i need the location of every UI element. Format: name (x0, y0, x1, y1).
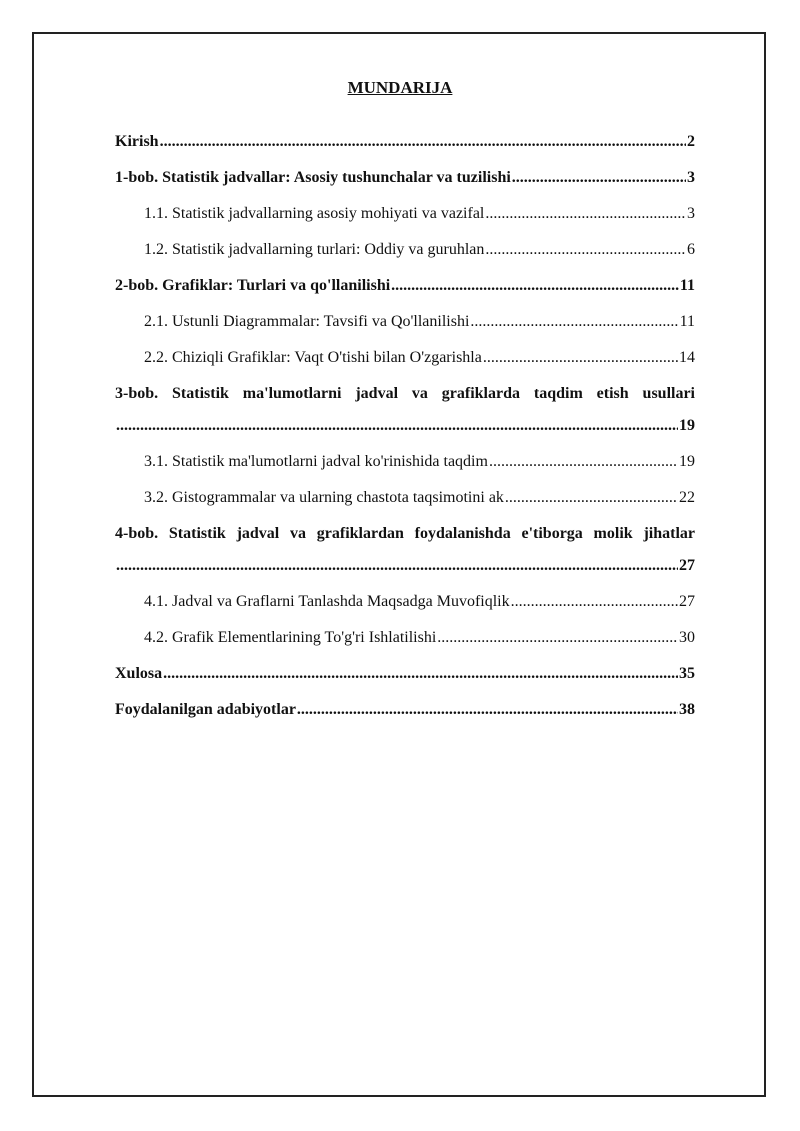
toc-leader-dots (116, 556, 678, 576)
toc-dotline (115, 416, 695, 436)
toc-entry[interactable] (115, 452, 695, 472)
toc-entry-label: 4-bob. Statistik jadval va grafiklardan foydalanishda e'tiborga molik jihatlar (115, 525, 695, 542)
toc-entry[interactable] (115, 488, 695, 508)
toc-leader-dots (437, 628, 678, 648)
toc-entry-page: 27 (679, 557, 695, 574)
toc-entry-page: 11 (679, 313, 695, 330)
toc-leader-dots (470, 312, 678, 332)
toc-entry-page: 6 (687, 241, 695, 258)
toc-leader-dots (511, 592, 678, 612)
toc-leader-dots (512, 168, 686, 188)
toc-entry-label: 3.2. Gistogrammalar va ularning chastota taqsimotini ak (144, 489, 504, 506)
toc-entry-label: 3-bob. Statistik ma'lumotlarni jadval va grafiklarda taqdim etish usullari (115, 385, 695, 402)
toc-entry[interactable] (115, 700, 695, 720)
toc-entry-page: 14 (679, 349, 695, 366)
toc-entry-page: 38 (679, 701, 695, 718)
toc-entry-page: 3 (687, 205, 695, 222)
toc-entry-label: 1.2. Statistik jadvallarning turlari: Oddiy va guruhlan (144, 241, 485, 258)
toc-leader-dots (505, 488, 678, 508)
toc-entry[interactable] (115, 240, 695, 260)
toc-entry-page: 22 (679, 489, 695, 506)
toc-entry[interactable] (115, 592, 695, 612)
toc-entry-label: 4.1. Jadval va Graflarni Tanlashda Maqsadga Muvofiqlik (144, 593, 510, 610)
toc-entry-label: 2.1. Ustunli Diagrammalar: Tavsifi va Qo'llanilishi (144, 313, 470, 330)
toc-entry-label: Xulosa (115, 665, 163, 682)
toc-entry[interactable] (115, 204, 695, 224)
toc-entry-page: 19 (679, 453, 695, 470)
toc-leader-dots (489, 452, 678, 472)
toc-entry[interactable] (115, 384, 695, 436)
toc-entry-label: Kirish (115, 133, 159, 150)
toc-leader-dots (160, 132, 686, 152)
toc-entry-label: Foydalanilgan adabiyotlar (115, 701, 296, 718)
toc-entry-label: 2-bob. Grafiklar: Turlari va qo'llanilishi (115, 277, 391, 294)
toc-entry-page: 30 (679, 629, 695, 646)
table-of-contents (115, 132, 695, 736)
toc-entry[interactable] (115, 348, 695, 368)
toc-leader-dots (391, 276, 679, 296)
toc-entry-label: 2.2. Chiziqli Grafiklar: Vaqt O'tishi bilan O'zgarishla (144, 349, 482, 366)
toc-leader-dots (163, 664, 678, 684)
toc-entry-page: 35 (679, 665, 695, 682)
toc-entry[interactable] (115, 628, 695, 648)
toc-entry-page: 11 (679, 277, 695, 294)
toc-leader-dots (483, 348, 678, 368)
toc-leader-dots (485, 240, 686, 260)
toc-entry-page: 2 (687, 133, 695, 150)
toc-leader-dots (485, 204, 686, 224)
toc-entry[interactable] (115, 664, 695, 684)
toc-leader-dots (297, 700, 678, 720)
toc-title: MUNDARIJA (347, 78, 453, 97)
toc-entry-page: 3 (687, 169, 695, 186)
toc-entry-label: 3.1. Statistik ma'lumotlarni jadval ko'rinishida taqdim (144, 453, 488, 470)
toc-entry-page: 19 (679, 417, 695, 434)
toc-dotline (115, 556, 695, 576)
toc-entry[interactable] (115, 524, 695, 576)
toc-entry[interactable] (115, 168, 695, 188)
toc-entry[interactable] (115, 132, 695, 152)
toc-leader-dots (116, 416, 678, 436)
toc-entry[interactable] (115, 276, 695, 296)
toc-entry-label: 1.1. Statistik jadvallarning asosiy mohiyati va vazifal (144, 205, 485, 222)
toc-entry-label: 4.2. Grafik Elementlarining To'g'ri Ishlatilishi (144, 629, 437, 646)
toc-entry-label: 1-bob. Statistik jadvallar: Asosiy tushunchalar va tuzilishi (115, 169, 511, 186)
toc-entry-page: 27 (679, 593, 695, 610)
toc-entry[interactable] (115, 312, 695, 332)
